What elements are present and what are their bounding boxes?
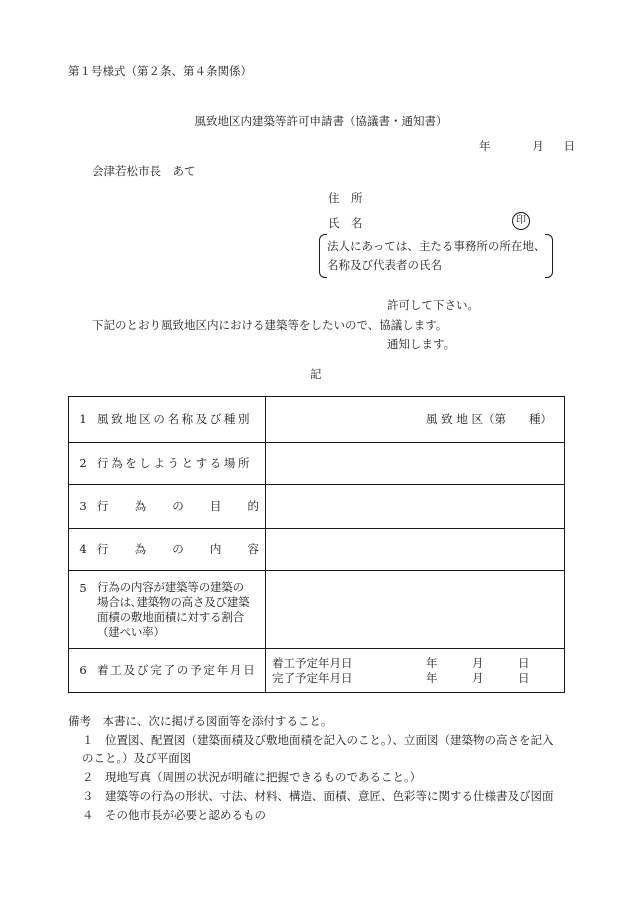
label-char: の (172, 499, 184, 513)
end-day: 日 (518, 670, 530, 685)
row-number: 5 (79, 580, 87, 595)
row-number: 4 (79, 542, 87, 556)
row6-label-cell (69, 649, 266, 693)
row1-label-cell (69, 397, 266, 443)
left-bracket (319, 234, 327, 278)
label-line: 面積の敷地面積に対する割合 (97, 609, 244, 624)
label-char: の (172, 542, 184, 556)
table-row (69, 571, 565, 649)
start-year: 年 (426, 655, 438, 670)
date-day: 日 (563, 139, 575, 153)
end-date-label: 完了予定年月日 (272, 670, 353, 685)
date-year: 年 (479, 139, 491, 153)
scenic-district-kind: 風 致 地 区（第 種） (426, 412, 552, 426)
start-date-row[interactable] (272, 656, 564, 671)
start-month: 月 (472, 655, 484, 670)
row-number: 6 (79, 663, 87, 677)
row-number: 2 (79, 456, 87, 470)
seal-mark: 印 (512, 212, 530, 230)
right-bracket (545, 234, 553, 278)
application-table (68, 396, 565, 693)
row-label (97, 542, 265, 557)
end-year: 年 (426, 670, 438, 685)
label-line: 場合は､建築物の高さ及び建築 (97, 594, 250, 609)
corporation-note (319, 234, 553, 278)
ki-heading: 記 (310, 367, 322, 381)
label-char: 為 (134, 499, 147, 513)
date-month: 月 (532, 139, 544, 153)
label-char: 的 (247, 499, 259, 513)
schedule-cell (266, 649, 565, 693)
label-char: 目 (209, 499, 222, 513)
label-line: 行為の内容が建築等の建築の (97, 579, 244, 594)
row-label: 風致地区の名称及び種別 (97, 412, 253, 426)
row-label: 着工及び完了の予定年月日 (97, 663, 257, 677)
form-number: 第１号様式（第２条、第４条関係） (68, 64, 252, 78)
corp-note-line2: 名称及び代表者の氏名 (327, 258, 442, 272)
location-field[interactable] (266, 443, 565, 485)
start-date-label: 着工予定年月日 (272, 655, 353, 670)
table-row (69, 649, 565, 693)
note-item-1: １ 位置図、配置図（建築面積及び敷地面積を記入のこと。）、立面図（建築物の高さを記入 (82, 733, 554, 747)
table-row (69, 529, 565, 571)
end-date-row[interactable] (272, 671, 564, 686)
label-char: 内 (209, 542, 222, 556)
address-label: 住 所 (328, 191, 363, 205)
request-option-permit: 許可して下さい。 (387, 298, 479, 312)
note-item-1-continued: のこと。）及び平面図 (82, 751, 192, 765)
label-char: 行 (97, 499, 109, 513)
table-row (69, 485, 565, 529)
note-item-4: ４ その他市長が必要と認めるもの (82, 808, 266, 822)
name-label: 氏 名 (328, 216, 363, 230)
notes-heading: 備考 本書に、次に掲げる図面等を添付すること。 (68, 714, 333, 728)
row5-label-cell (69, 571, 266, 649)
label-char: 行 (97, 542, 109, 556)
request-main: 下記のとおり風致地区内における建築等をしたいので、協議します。 (92, 318, 448, 332)
row-number: 1 (79, 412, 87, 426)
label-line: （建ぺい率） (97, 624, 165, 639)
date-line (479, 139, 575, 153)
table-row (69, 397, 565, 443)
corp-note-line1: 法人にあっては、主たる事務所の所在地、 (327, 239, 546, 253)
note-item-3: ３ 建築等の行為の形状、寸法、材料、構造、面積、意匠、色彩等に関する仕様書及び図面 (82, 789, 554, 803)
row-label (97, 499, 265, 514)
table-row (69, 443, 565, 485)
content-field[interactable] (266, 529, 565, 571)
purpose-field[interactable] (266, 485, 565, 529)
row-label (97, 580, 265, 640)
label-char: 容 (247, 542, 259, 556)
note-item-2: ２ 現地写真（周囲の状況が明確に把握できるものであること。） (82, 770, 422, 784)
row2-label-cell (69, 443, 266, 485)
addressee: 会津若松市長 あて (92, 164, 196, 178)
coverage-ratio-field[interactable] (266, 571, 565, 649)
request-option-notify: 通知します。 (387, 337, 456, 351)
document-title: 風致地区内建築等許可申請書（協議書・通知書） (194, 114, 448, 128)
scenic-district-kind-field[interactable] (266, 397, 565, 443)
start-day: 日 (518, 655, 530, 670)
row4-label-cell (69, 529, 266, 571)
row-label: 行為をしようとする場所 (97, 456, 253, 470)
row3-label-cell (69, 485, 266, 529)
row-number: 3 (79, 499, 87, 513)
label-char: 為 (134, 542, 147, 556)
end-month: 月 (472, 670, 484, 685)
